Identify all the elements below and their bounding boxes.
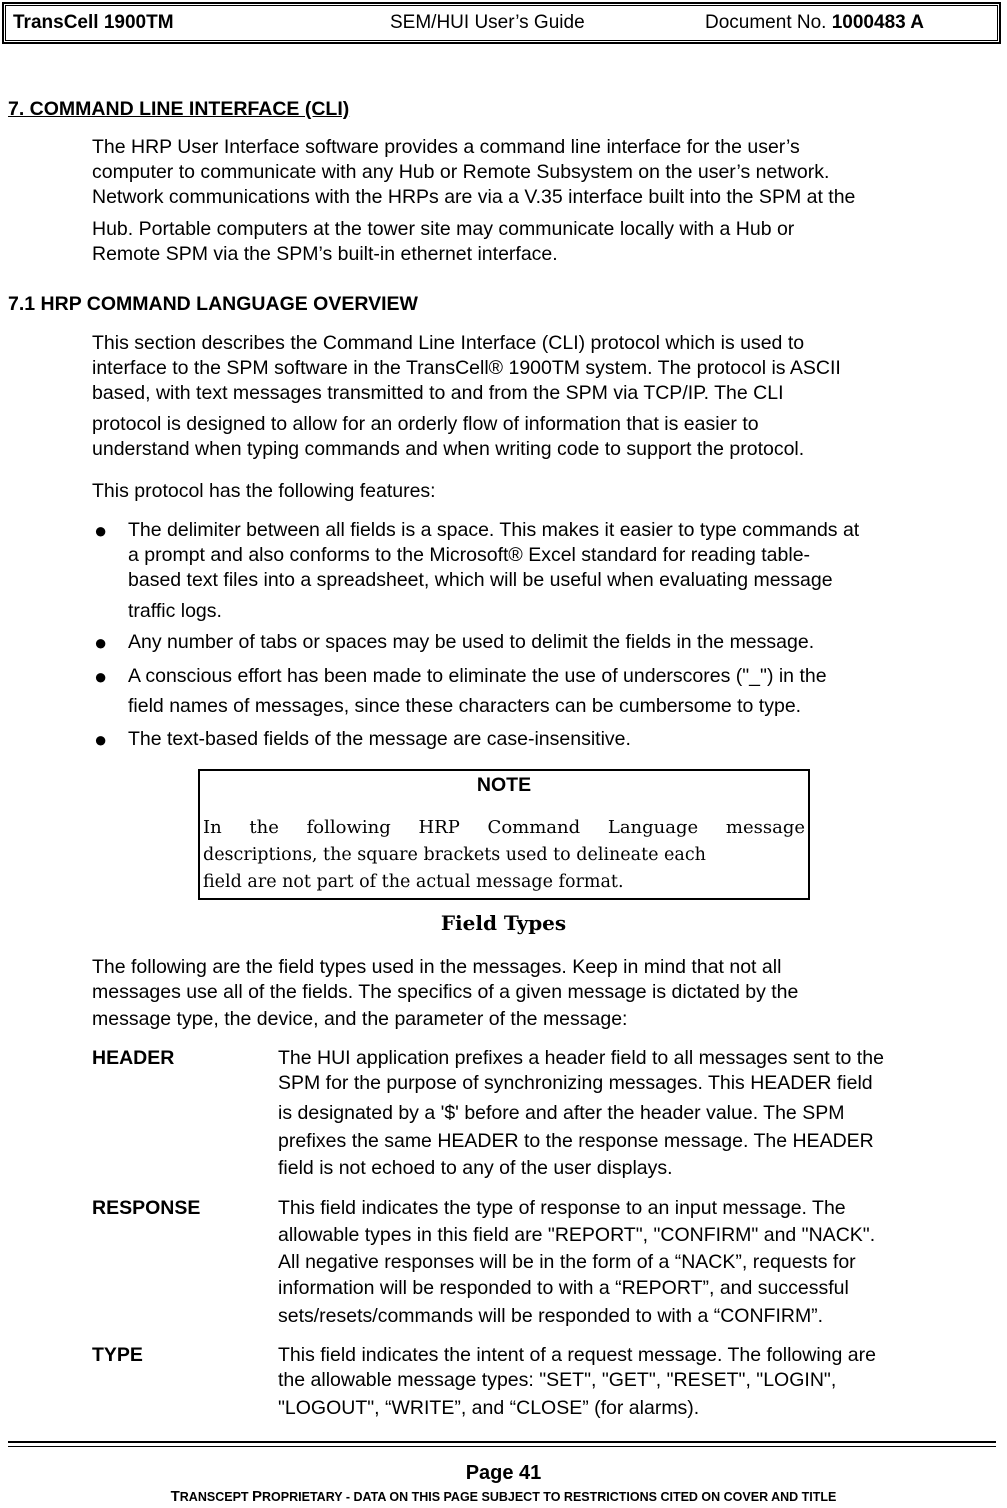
definition-term-header: HEADER [92,1047,175,1069]
header-product: TransCell 1900TM [13,12,174,33]
bullet-line: The delimiter between all fields is a space. This makes it easier to type commands at [128,519,860,541]
definition-line: This field indicates the type of response to an input message. The [278,1197,846,1219]
section-7-heading: 7. COMMAND LINE INTERFACE (CLI) [8,98,350,120]
bullet-line: a prompt and also conforms to the Microsoft® Excel standard for reading table- [128,544,811,566]
definition-line: is designated by a '$' before and after the header value. The SPM [278,1102,845,1124]
note-line: descriptions, the square brackets used to delineate each [203,845,706,865]
section-7-line: The HRP User Interface software provides a command line interface for the user’s [92,136,800,158]
header-doc-value: 1000483 A [831,12,924,33]
section-7-1-line: based, with text messages transmitted to and from the SPM via TCP/IP. The CLI [92,382,784,404]
field-types-intro-line: The following are the field types used in the messages. Keep in mind that not all [92,956,782,978]
features-intro: This protocol has the following features: [92,480,436,502]
bullet-icon: ● [94,664,108,689]
footer-rule [8,1446,996,1447]
section-7-line: Network communications with the HRPs are via a V.35 interface built into the SPM at the [92,186,856,208]
bullet-icon: ● [94,727,108,752]
notice-part: DATA ON THIS PAGE SUBJECT TO RESTRICTIONS CITED ON COVER AND TITLE [353,1490,837,1504]
bullet-line: Any number of tabs or spaces may be used to delimit the fields in the message. [128,631,815,653]
note-title: NOTE [476,774,532,796]
section-7-1-line: understand when typing commands and when writing code to support the protocol. [92,438,805,460]
section-7-1-line: This section describes the Command Line Interface (CLI) protocol which is used to [92,332,805,354]
header-document-number [705,12,924,34]
section-7-1-line: protocol is designed to allow for an orderly flow of information that is easier to [92,413,759,435]
notice-part: P [252,1488,263,1505]
header-guide-title: SEM/HUI User’s Guide [390,12,585,33]
bullet-line: traffic logs. [128,600,222,622]
proprietary-notice [0,1488,1007,1506]
definition-line: "LOGOUT", “WRITE”, and “CLOSE” (for alarms). [278,1397,700,1419]
section-7-line: Hub. Portable computers at the tower site may communicate locally with a Hub or [92,218,795,240]
notice-part: ROPRIETARY - [262,1490,354,1504]
section-7-1-line: interface to the SPM software in the TransCell® 1900TM system. The protocol is ASCII [92,357,841,379]
bullet-icon: ● [94,630,108,655]
section-7-1-heading: 7.1 HRP COMMAND LANGUAGE OVERVIEW [8,293,418,315]
definition-line: The HUI application prefixes a header field to all messages sent to the [278,1047,884,1069]
definition-line: sets/resets/commands will be responded to with a “CONFIRM”. [278,1305,824,1327]
definition-line: prefixes the same HEADER to the response message. The HEADER [278,1130,874,1152]
definition-line: All negative responses will be in the form of a “NACK”, requests for [278,1251,856,1273]
bullet-line: field names of messages, since these characters can be cumbersome to type. [128,695,802,717]
field-types-heading: Field Types [440,911,567,935]
definition-line: SPM for the purpose of synchronizing messages. This HEADER field [278,1072,873,1094]
definition-line: This field indicates the intent of a request message. The following are [278,1344,876,1366]
header-doc-label: Document No. [705,12,832,33]
notice-part: T [170,1488,180,1505]
bullet-line: based text files into a spreadsheet, which will be useful when evaluating message [128,569,833,591]
note-line: In the following HRP Command Language message [203,817,805,838]
definition-term-response: RESPONSE [92,1197,201,1219]
definition-term-type: TYPE [92,1344,143,1366]
section-7-line: Remote SPM via the SPM’s built-in ethernet interface. [92,243,558,265]
bullet-line: The text-based fields of the message are case-insensitive. [128,728,631,750]
footer-rule [8,1441,996,1443]
bullet-line: A conscious effort has been made to eliminate the use of underscores ("_") in the [128,665,827,687]
field-types-intro-line: messages use all of the fields. The specifics of a given message is dictated by the [92,981,799,1003]
notice-part: RANSCEPT [179,1490,253,1504]
definition-line: field is not echoed to any of the user displays. [278,1157,673,1179]
note-line: field are not part of the actual message format. [203,872,624,892]
field-types-intro-line: message type, the device, and the parameter of the message: [92,1008,628,1030]
definition-line: allowable types in this field are "REPORT", "CONFIRM" and "NACK". [278,1224,876,1246]
page-number: Page 41 [465,1462,542,1484]
section-7-line: computer to communicate with any Hub or Remote Subsystem on the user’s network. [92,161,830,183]
definition-line: the allowable message types: "SET", "GET", "RESET", "LOGIN", [278,1369,837,1391]
bullet-icon: ● [94,518,108,543]
definition-line: information will be responded to with a “REPORT”, and successful [278,1277,849,1299]
